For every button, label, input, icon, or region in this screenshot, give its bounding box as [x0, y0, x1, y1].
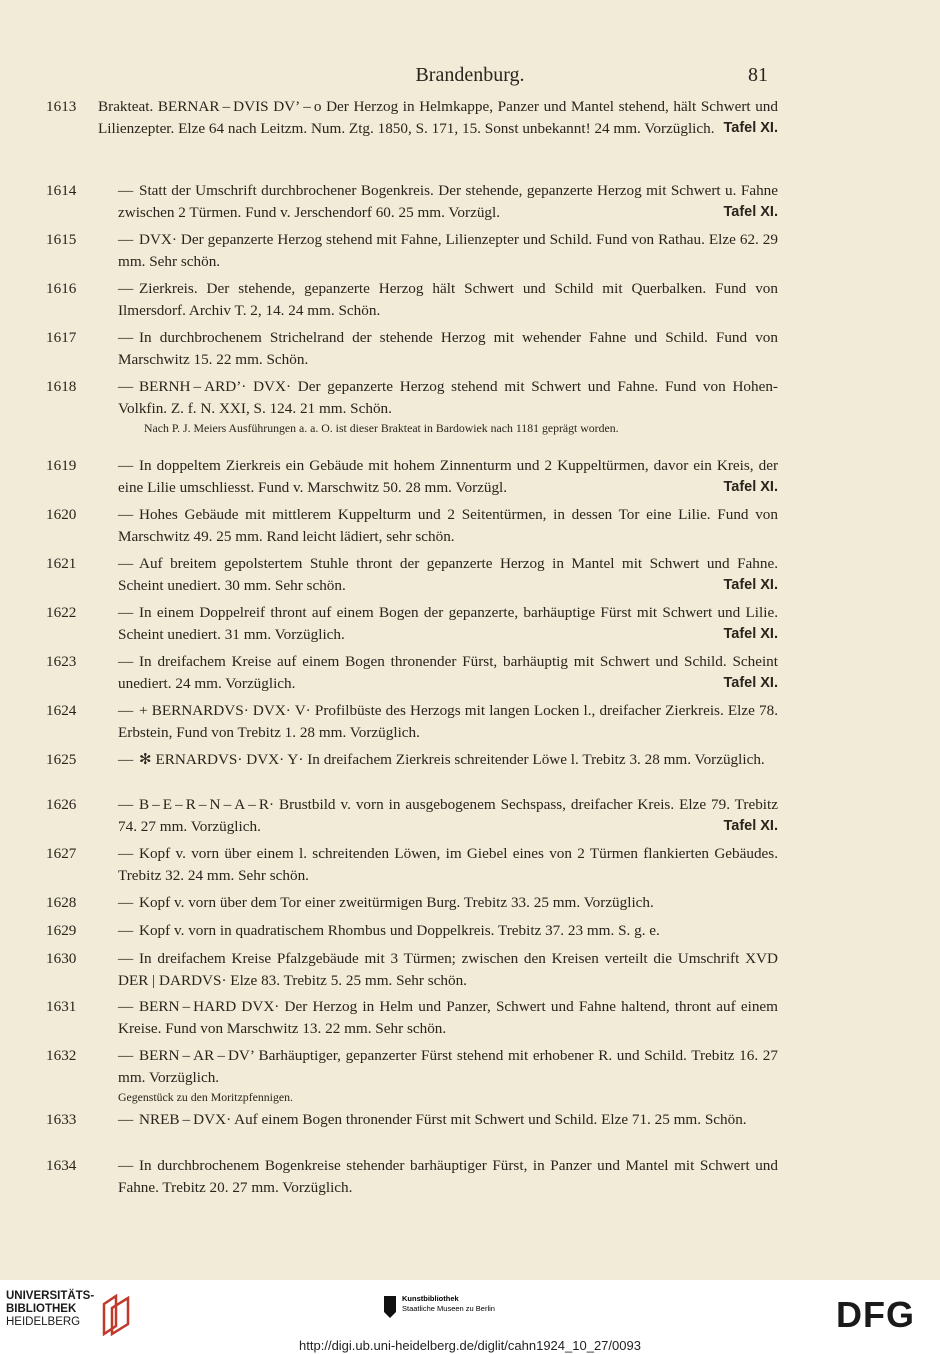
catalog-entry: 1615 — DVX· Der gepanzerte Herzog stehend mit Fahne, Lilienzepter und Schild. Fund von Rathau. Elze 62. 29 mm. Sehr schön. — [46, 231, 778, 270]
entry-number: 1620 — [46, 506, 77, 523]
entry-number: 1634 — [46, 1157, 77, 1174]
catalog-entry: 1617 — In durchbrochenem Strichelrand der stehende Herzog mit wehender Fahne und Schild. Fund von Marschwitz 15. 22 mm. Schön. — [46, 329, 778, 368]
tafel-ref: Tafel XI. — [723, 119, 778, 136]
tafel-ref: Tafel XI. — [723, 674, 778, 691]
catalog-entry: 1619 — In doppeltem Zierkreis ein Gebäude mit hohem Zinnenturm und 2 Kuppeltürmen, davor ein Kreis, der eine Lilie umschliesst. Fund v. Marschwitz 50. 28 mm. Vorzügl. Tafel XI. — [46, 455, 778, 498]
entry-number: 1630 — [46, 950, 77, 967]
entry-number: 1619 — [46, 457, 77, 474]
catalog-entry: 1632 — BERN – AR – DV’ Barhäuptiger, gepanzerter Fürst stehend mit erhobener R. und Schild. Trebitz 16. 27 mm. Vorzüglich. Gegenstück zu den Moritzpfennigen. — [46, 1047, 778, 1105]
entry-text: BERN – HARD DVX· Der Herzog in Helm und Panzer, Schwert und Fahne haltend, thront auf einem Kreise. Fund von Marschwitz 13. 22 mm. Sehr schön. — [118, 998, 778, 1037]
entry-text: + BERNARDVS· DVX· V· Profilbüste des Herzogs mit langen Locken l., dreifacher Zierkreis. Elze 78. Erbstein, Fund von Trebitz 1. 28 mm. Vorzüglich. — [118, 702, 778, 741]
entry-text: BERNH – ARD’· DVX· Der gepanzerte Herzog stehend mit Schwert und Fahne. Fund von Hohen-Volkfin. Z. f. N. XXI, S. 124. 21 mm. Schön. — [118, 378, 778, 417]
tafel-ref: Tafel XI. — [723, 625, 778, 642]
entry-number: 1631 — [46, 998, 77, 1015]
tafel-ref: Tafel XI. — [723, 576, 778, 593]
uni-logo-line: HEIDELBERG — [6, 1316, 81, 1328]
source-url-link[interactable]: http://digi.ub.uni-heidelberg.de/diglit/cahn1924_10_27/0093 — [299, 1338, 641, 1353]
entry-number: 1614 — [46, 182, 77, 199]
catalog-entry: 1625 — ✻ ERNARDVS· DVX· Y· In dreifachem Zierkreis schreitender Löwe l. Trebitz 3. 28 mm. Vorzüglich. — [46, 749, 778, 771]
catalog-entry: 1624 — + BERNARDVS· DVX· V· Profilbüste des Herzogs mit langen Locken l., dreifacher Zierkreis. Elze 78. Erbstein, Fund von Trebitz 1. 28 mm. Vorzüglich. — [46, 702, 778, 741]
catalog-entry: 1618 — BERNH – ARD’· DVX· Der gepanzerte Herzog stehend mit Schwert und Fahne. Fund von Hohen-Volkfin. Z. f. N. XXI, S. 124. 21 mm. Schön. Nach P. J. Meiers Ausführungen a. a. O. ist dieser Brakteat in Bardowiek nach 1181 geprägt worden. — [46, 378, 778, 436]
uni-logo-line: UNIVERSITÄTS- — [6, 1290, 95, 1302]
catalog-entry: 1616 — Zierkreis. Der stehende, gepanzerte Herzog hält Schwert und Schild mit Querbalken. Fund von Ilmersdorf. Archiv T. 2, 14. 24 mm. Schön. — [46, 280, 778, 319]
kunstbibliothek-logo[interactable] — [402, 1294, 495, 1314]
catalog-entry: 1629 — Kopf v. vorn in quadratischem Rhombus und Doppelkreis. Trebitz 37. 23 mm. S. g. e. — [46, 920, 778, 942]
entry-text: In durchbrochenem Bogenkreise stehender barhäuptiger Fürst, in Panzer und Mantel mit Schwert und Fahne. Trebitz 20. 27 mm. Vorzüglich. — [118, 1157, 778, 1196]
entry-number: 1626 — [46, 796, 77, 813]
entry-text: In dreifachem Kreise auf einem Bogen thronender Fürst, barhäuptig mit Schwert und Schild. Scheint unediert. 24 mm. Vorzüglich. — [118, 653, 778, 692]
entry-number: 1615 — [46, 231, 77, 248]
entry-text: Kopf v. vorn über dem Tor einer zweitürmigen Burg. Trebitz 33. 25 mm. Vorzüglich. — [139, 894, 654, 911]
tafel-ref: Tafel XI. — [723, 203, 778, 220]
entry-number: 1627 — [46, 845, 77, 862]
entry-text: In durchbrochenem Strichelrand der stehende Herzog mit wehender Fahne und Schild. Fund von Marschwitz 15. 22 mm. Schön. — [118, 329, 778, 368]
page-title: Brandenburg. — [415, 64, 525, 86]
entry-text: Zierkreis. Der stehende, gepanzerte Herzog hält Schwert und Schild mit Querbalken. Fund von Ilmersdorf. Archiv T. 2, 14. 24 mm. Schön. — [118, 280, 778, 319]
catalog-entry — [46, 96, 778, 139]
catalog-entry: 1627 — Kopf v. vorn über einem l. schreitenden Löwen, im Giebel eines von 2 Türmen flankierten Gebäudes. Trebitz 32. 24 mm. Sehr schön. — [46, 845, 778, 884]
entry-number: 1623 — [46, 653, 77, 670]
entry-text: DVX· Der gepanzerte Herzog stehend mit Fahne, Lilienzepter und Schild. Fund von Rathau. Elze 62. 29 mm. Sehr schön. — [118, 231, 778, 270]
entry-text: Hohes Gebäude mit mittlerem Kuppelturm und 2 Seitentürmen, in dessen Tor eine Lilie. Fund von Marschwitz 49. 25 mm. Rand leicht lädiert, sehr schön. — [118, 506, 778, 545]
catalog-entry: 1631 — BERN – HARD DVX· Der Herzog in Helm und Panzer, Schwert und Fahne haltend, thront auf einem Kreise. Fund von Marschwitz 13. 22 mm. Sehr schön. — [46, 998, 778, 1037]
entry-number: 1625 — [46, 751, 77, 768]
university-library-logo[interactable] — [6, 1290, 146, 1329]
entry-number: 1616 — [46, 280, 77, 297]
entry-number: 1629 — [46, 922, 77, 939]
entry-number: 1628 — [46, 894, 77, 911]
catalog-entry: 1614 — Statt der Umschrift durchbrochener Bogenkreis. Der stehende, gepanzerte Herzog mit Schwert u. Fahne zwischen 2 Türmen. Fund v. Jerschendorf 60. 25 mm. Vorzügl. Tafel XI. — [46, 180, 778, 223]
catalog-entry: 1630 — In dreifachem Kreise Pfalzgebäude mit 3 Türmen; zwischen den Kreisen verteilt die Umschrift XVD DER | DARDVS· Elze 83. Trebitz 5. 25 mm. Sehr schön. — [46, 950, 778, 989]
entry-text: BERN – AR – DV’ Barhäuptiger, gepanzerter Fürst stehend mit erhobener R. und Schild. Trebitz 16. 27 mm. Vorzüglich. — [118, 1047, 778, 1086]
entry-text: In doppeltem Zierkreis ein Gebäude mit hohem Zinnenturm und 2 Kuppeltürmen, davor ein Kreis, der eine Lilie umschliesst. Fund v. Marschwitz 50. 28 mm. Vorzügl. — [118, 457, 778, 496]
catalog-entry: 1634 — In durchbrochenem Bogenkreise stehender barhäuptiger Fürst, in Panzer und Mantel mit Schwert und Fahne. Trebitz 20. 27 mm. Vorzüglich. — [46, 1157, 778, 1196]
entry-footnote: Gegenstück zu den Moritzpfennigen. — [118, 1090, 293, 1105]
tafel-ref: Tafel XI. — [723, 478, 778, 495]
entry-text: Statt der Umschrift durchbrochener Bogenkreis. Der stehende, gepanzerte Herzog mit Schwert u. Fahne zwischen 2 Türmen. Fund v. Jerschendorf 60. 25 mm. Vorzügl. — [118, 182, 778, 221]
footer-bar — [0, 1280, 940, 1354]
entry-footnote: Nach P. J. Meiers Ausführungen a. a. O. ist dieser Brakteat in Bardowiek nach 1181 geprägt worden. — [144, 421, 619, 436]
catalog-entry: 1620 — Hohes Gebäude mit mittlerem Kuppelturm und 2 Seitentürmen, in dessen Tor eine Lilie. Fund von Marschwitz 49. 25 mm. Rand leicht lädiert, sehr schön. — [46, 506, 778, 545]
entry-text: Brakteat. BERNAR – DVIS DV’ – o Der Herzog in Helmkappe, Panzer und Mantel stehend, hält Schwert und Lilienzepter. Elze 64 nach Leitzm. Num. Ztg. 1850, S. 171, 15. Sonst unbekannt! 24 mm. Vorzüglich. — [98, 98, 778, 137]
entry-number: 1618 — [46, 378, 77, 395]
catalog-entry: 1633 — NREB – DVX· Auf einem Bogen thronender Fürst mit Schwert und Schild. Elze 71. 25 mm. Schön. — [46, 1109, 778, 1131]
entry-text: Auf breitem gepolstertem Stuhle thront der gepanzerte Herzog in Mantel mit Schwert und Fahne. Scheint unediert. 30 mm. Sehr schön. — [118, 555, 778, 594]
entry-text: Kopf v. vorn über einem l. schreitenden Löwen, im Giebel eines von 2 Türmen flankierten Gebäudes. Trebitz 32. 24 mm. Sehr schön. — [118, 845, 778, 884]
kb-subtitle: Staatliche Museen zu Berlin — [402, 1304, 495, 1313]
entry-number: 1622 — [46, 604, 77, 621]
catalog-entry: 1623 — In dreifachem Kreise auf einem Bogen thronender Fürst, barhäuptig mit Schwert und Schild. Scheint unediert. 24 mm. Vorzüglich. Tafel XI. — [46, 651, 778, 694]
entry-text: ✻ ERNARDVS· DVX· Y· In dreifachem Zierkreis schreitender Löwe l. Trebitz 3. 28 mm. Vorzüglich. — [139, 751, 765, 768]
library-emblem-icon — [98, 1292, 134, 1336]
entry-number: 1633 — [46, 1111, 77, 1128]
kb-title: Kunstbibliothek — [402, 1294, 459, 1303]
catalog-entry: 1626 — B – E – R – N – A – R· Brustbild v. vorn in ausgebogenem Sechspass, dreifacher Kreis. Elze 79. Trebitz 74. 27 mm. Vorzüglich. Tafel XI. — [46, 794, 778, 837]
uni-logo-line: BIBLIOTHEK — [6, 1303, 77, 1315]
entry-text: NREB – DVX· Auf einem Bogen thronender Fürst mit Schwert und Schild. Elze 71. 25 mm. Schön. — [139, 1111, 747, 1128]
catalog-entry: 1621 — Auf breitem gepolstertem Stuhle thront der gepanzerte Herzog in Mantel mit Schwert und Fahne. Scheint unediert. 30 mm. Sehr schön. Tafel XI. — [46, 553, 778, 596]
entry-text: In einem Doppelreif thront auf einem Bogen der gepanzerte, barhäuptige Fürst mit Schwert und Lilie. Scheint unediert. 31 mm. Vorzüglich. — [118, 604, 778, 643]
entry-text: B – E – R – N – A – R· Brustbild v. vorn in ausgebogenem Sechspass, dreifacher Kreis. Elze 79. Trebitz 74. 27 mm. Vorzüglich. — [118, 796, 778, 835]
tafel-ref: Tafel XI. — [723, 817, 778, 834]
entry-number: 1621 — [46, 555, 77, 572]
entry-text: Kopf v. vorn in quadratischem Rhombus und Doppelkreis. Trebitz 37. 23 mm. S. g. e. — [139, 922, 660, 939]
entry-number: 1617 — [46, 329, 77, 346]
entry-text: In dreifachem Kreise Pfalzgebäude mit 3 Türmen; zwischen den Kreisen verteilt die Umschrift XVD DER | DARDVS· Elze 83. Trebitz 5. 25 mm. Sehr schön. — [118, 950, 778, 989]
catalog-entry: 1622 — In einem Doppelreif thront auf einem Bogen der gepanzerte, barhäuptige Fürst mit Schwert und Lilie. Scheint unediert. 31 mm. Vorzüglich. Tafel XI. — [46, 602, 778, 645]
entry-number: 1613 — [46, 98, 77, 115]
page-number: 81 — [748, 64, 768, 86]
entry-number: 1624 — [46, 702, 77, 719]
entry-number: 1632 — [46, 1047, 77, 1064]
catalog-entry: 1628 — Kopf v. vorn über dem Tor einer zweitürmigen Burg. Trebitz 33. 25 mm. Vorzüglich. — [46, 892, 778, 914]
dfg-logo[interactable]: DFG — [836, 1294, 915, 1335]
kunstbibliothek-icon — [384, 1296, 396, 1318]
